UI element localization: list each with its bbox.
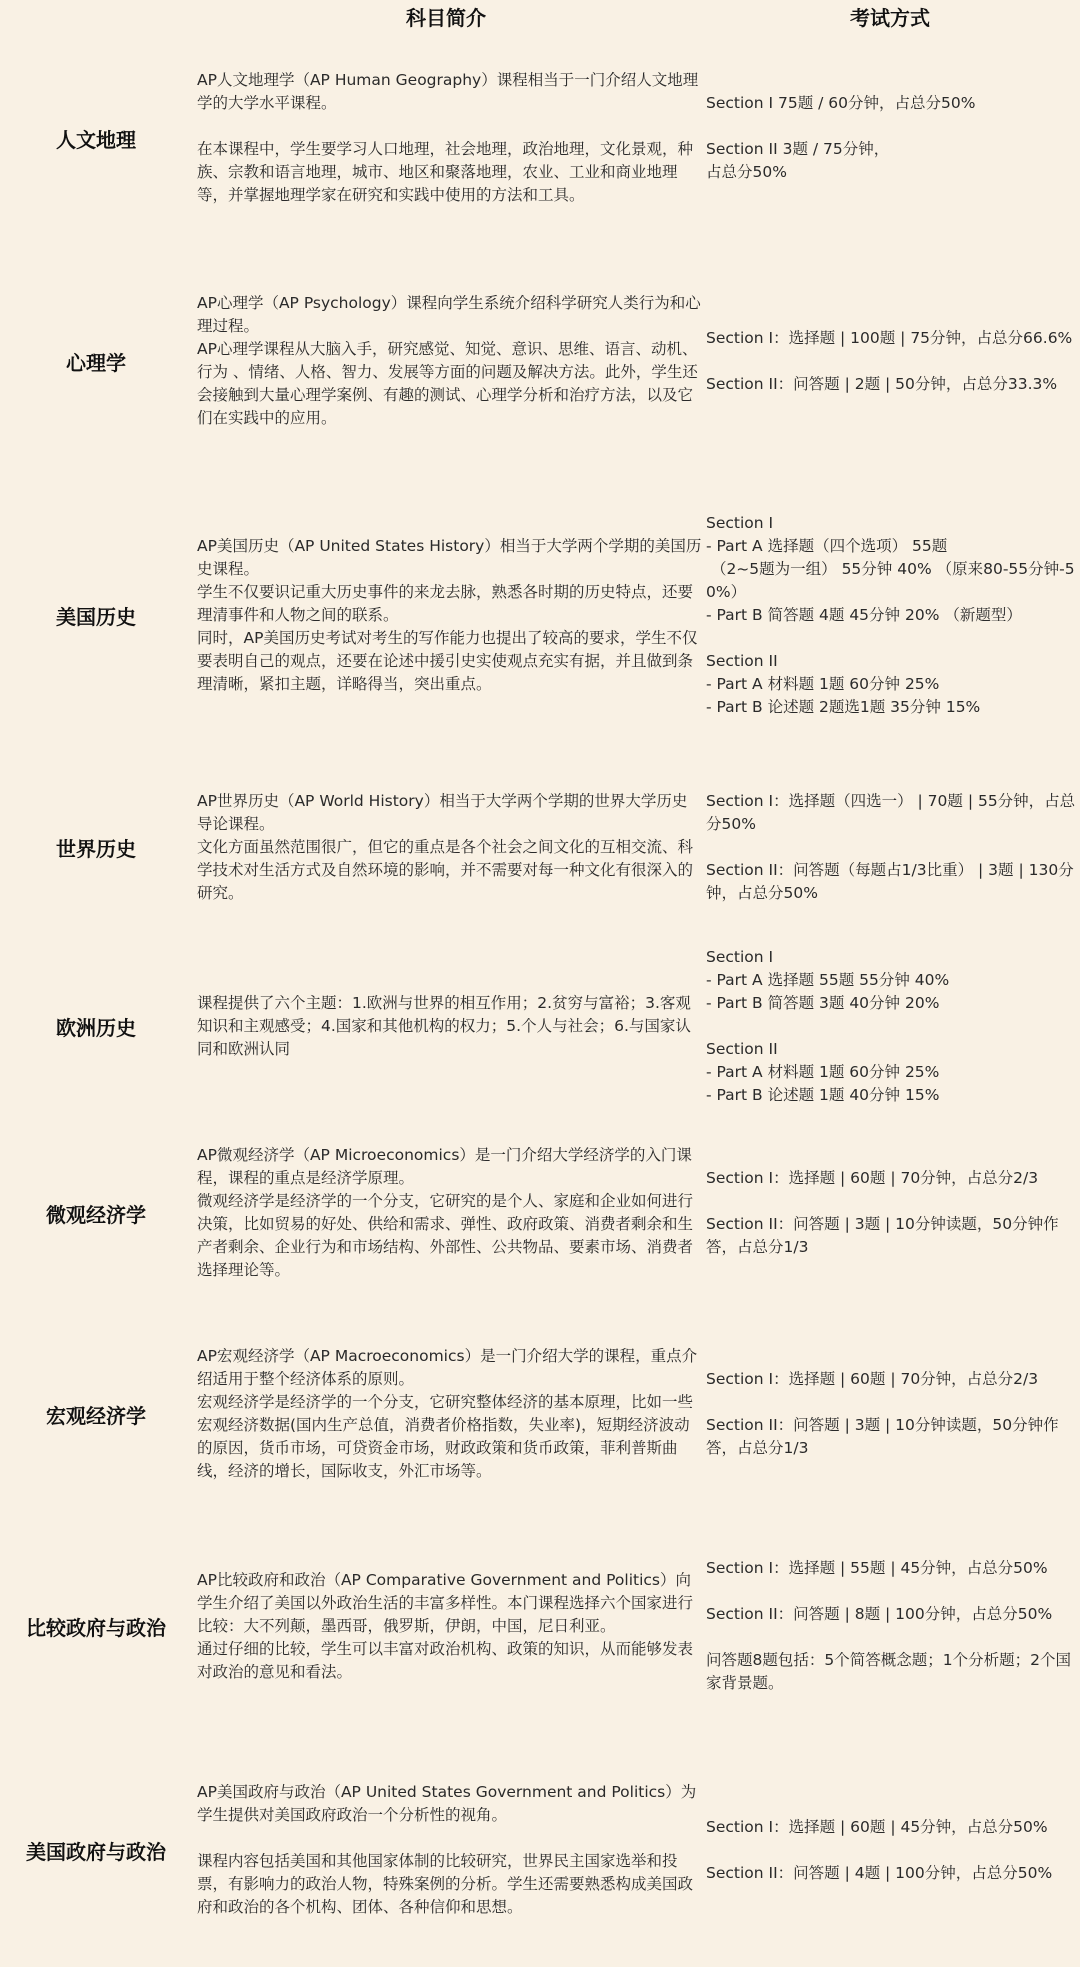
paragraph: 文化方面虽然范围很广，但它的重点是各个社会之间文化的互相交流、科学技术对生活方式及自然环境的影响，并不需要对每一种文化有很深入的研究。 bbox=[197, 837, 694, 902]
paragraph: AP比较政府和政治（AP Comparative Government and Politics）向学生介绍了美国以外政治生活的丰富多样性。本门课程选择六个国家进行比较：大不列颠，墨西哥，俄罗斯，伊朗，中国，尼日利亚。 bbox=[197, 1570, 694, 1635]
subject-name: 比较政府与政治 bbox=[26, 1615, 166, 1640]
subject-name: 宏观经济学 bbox=[46, 1403, 146, 1428]
course-intro bbox=[197, 1520, 702, 1732]
paragraph: Section II bbox=[706, 651, 778, 670]
paragraph: Section II：问答题 | 8题 | 100分钟，占总分50% bbox=[706, 1605, 1053, 1623]
paragraph: AP微观经济学（AP Microeconomics）是一门介绍大学经济学的入门课程，课程的重点是经济学原理。 bbox=[197, 1146, 692, 1187]
paragraph: Section I：选择题（四选一） | 70题 | 55分钟，占总分50% bbox=[706, 791, 1076, 833]
paragraph: 问答题8题包括：5个简答概念题；1个分析题；2个国家背景题。 bbox=[706, 1651, 1071, 1692]
paragraph: Section I bbox=[706, 947, 774, 966]
paragraph-gap bbox=[706, 627, 1076, 650]
table-row bbox=[0, 940, 1080, 1112]
paragraph-gap bbox=[706, 836, 1076, 859]
paragraph: Section I bbox=[706, 513, 774, 532]
course-intro bbox=[197, 940, 702, 1112]
paragraph: Section II：问答题 | 3题 | 10分钟读题，50分钟作答，占总分1/3 bbox=[706, 1215, 1059, 1256]
paragraph: - Part B 论述题 1题 40分钟 15% bbox=[706, 1085, 940, 1104]
table-row bbox=[0, 1740, 1080, 1960]
course-intro bbox=[197, 1118, 702, 1308]
paragraph: - Part A 选择题（四个选项） 55题 （2~5题为一组） 55分钟 40% （原来80-55分钟-50%） bbox=[706, 536, 1075, 601]
table-row bbox=[0, 250, 1080, 472]
paragraph: 课程提供了六个主题：1.欧洲与世界的相互作用；2.贫穷与富裕；3.客观知识和主观感受；4.国家和其他机构的权力；5.个人与社会；6.与国家认同和欧洲认同 bbox=[197, 993, 691, 1058]
paragraph-gap bbox=[706, 115, 1076, 138]
paragraph: AP美国政府与政治（AP United States Government and Politics）为学生提供对美国政府政治一个分析性的视角。 bbox=[197, 1783, 697, 1824]
course-intro bbox=[197, 1740, 702, 1960]
subject-name: 微观经济学 bbox=[46, 1202, 146, 1227]
paragraph: 通过仔细的比较，学生可以丰富对政治机构、政策的知识，从而能够发表对政治的意见和看法。 bbox=[197, 1639, 694, 1681]
exam-format bbox=[706, 940, 1076, 1112]
subject-name: 美国历史 bbox=[56, 604, 136, 629]
exam-format bbox=[706, 1520, 1076, 1732]
course-intro bbox=[197, 1315, 702, 1513]
paragraph: - Part B 简答题 4题 45分钟 20% （新题型） bbox=[706, 605, 1022, 624]
paragraph-gap bbox=[197, 115, 702, 138]
paragraph: 课程内容包括美国和其他国家体制的比较研究，世界民主国家选举和投票，有影响力的政治人物，特殊案例的分析。学生还需要熟悉构成美国政府和政治的各个机构、团体、各种信仰和思想。 bbox=[197, 1852, 694, 1916]
paragraph: Section II：问答题（每题占1/3比重） | 3题 | 130分钟，占总分50% bbox=[706, 860, 1074, 902]
paragraph: Section I：选择题 | 60题 | 45分钟，占总分50% bbox=[706, 1817, 1048, 1836]
paragraph-gap bbox=[706, 1839, 1076, 1862]
paragraph: AP宏观经济学（AP Macroeconomics）是一门介绍大学的课程，重点介绍适用于整个经济体系的原则。 bbox=[197, 1347, 698, 1388]
paragraph: - Part A 选择题 55题 55分钟 40% bbox=[706, 970, 950, 989]
table-row bbox=[0, 1315, 1080, 1513]
paragraph: AP人文地理学（AP Human Geography）课程相当于一门介绍人文地理学的大学水平课程。 bbox=[197, 71, 699, 112]
paragraph-gap bbox=[197, 1827, 702, 1850]
paragraph: AP心理学课程从大脑入手，研究感觉、知觉、意识、思维、语言、动机、行为 、情绪、人格、智力、发展等方面的问题及解决方法。此外，学生还会接触到大量心理学案例、有趣的测试、心理学分析和治疗方法，以及它们在实践中的应用。 bbox=[197, 340, 698, 427]
table-row bbox=[0, 480, 1080, 750]
paragraph-gap bbox=[706, 1190, 1076, 1213]
paragraph: Section II 3题 / 75分钟， 占总分50% bbox=[706, 140, 890, 181]
paragraph-gap bbox=[706, 1015, 1076, 1038]
paragraph: AP心理学（AP Psychology）课程向学生系统介绍科学研究人类行为和心理过程。 bbox=[197, 294, 701, 335]
table-row bbox=[0, 758, 1080, 936]
paragraph: Section II：问答题 | 4题 | 100分钟，占总分50% bbox=[706, 1863, 1053, 1882]
paragraph: 微观经济学是经济学的一个分支，它研究的是个人、家庭和企业如何进行决策，比如贸易的好处、供给和需求、弹性、政府政策、消费者剩余和生产者剩余、企业行为和市场结构、外部性、公共物品、要素市场、消费者选择理论等。 bbox=[197, 1192, 694, 1279]
paragraph: - Part B 论述题 2题选1题 35分钟 15% bbox=[706, 697, 981, 716]
course-intro bbox=[197, 480, 702, 750]
paragraph-gap bbox=[706, 1580, 1076, 1603]
paragraph-gap bbox=[706, 1391, 1076, 1414]
paragraph: Section I：选择题 | 60题 | 70分钟，占总分2/3 bbox=[706, 1370, 1039, 1388]
paragraph: - Part A 材料题 1题 60分钟 25% bbox=[706, 674, 940, 693]
paragraph-gap bbox=[706, 350, 1076, 373]
subject-name: 世界历史 bbox=[56, 836, 136, 861]
paragraph: Section I：选择题 | 100题 | 75分钟，占总分66.6% bbox=[706, 328, 1073, 347]
exam-format bbox=[706, 1315, 1076, 1513]
subject-name: 心理学 bbox=[66, 350, 126, 375]
subject-name: 美国政府与政治 bbox=[26, 1839, 166, 1864]
paragraph: - Part A 材料题 1题 60分钟 25% bbox=[706, 1062, 940, 1081]
paragraph: AP世界历史（AP World History）相当于大学两个学期的世界大学历史导论课程。 bbox=[197, 791, 688, 833]
paragraph: 在本课程中，学生要学习人口地理，社会地理，政治地理，文化景观，种族、宗教和语言地理，城市、地区和聚落地理，农业、工业和商业地理等，并掌握地理学家在研究和实践中使用的方法和工具。 bbox=[197, 140, 694, 204]
exam-format bbox=[706, 250, 1076, 472]
header-exam-format: 考试方式 bbox=[850, 6, 930, 30]
paragraph: Section II：问答题 | 3题 | 10分钟读题，50分钟作答，占总分1/3 bbox=[706, 1416, 1059, 1457]
course-intro bbox=[197, 250, 702, 472]
table-header bbox=[0, 0, 1080, 32]
header-course-intro: 科目简介 bbox=[406, 6, 486, 30]
paragraph: Section II：问答题 | 2题 | 50分钟，占总分33.3% bbox=[706, 374, 1058, 393]
paragraph-gap bbox=[706, 1626, 1076, 1649]
paragraph: Section I：选择题 | 55题 | 45分钟，占总分50% bbox=[706, 1559, 1048, 1577]
paragraph: 同时，AP美国历史考试对考生的写作能力也提出了较高的要求，学生不仅要表明自己的观点，还要在论述中援引史实使观点充实有据，并且做到条理清晰，紧扣主题，详略得当，突出重点。 bbox=[197, 628, 698, 693]
table-row bbox=[0, 1520, 1080, 1732]
subject-name: 人文地理 bbox=[56, 127, 136, 152]
exam-format bbox=[706, 1118, 1076, 1308]
paragraph: - Part B 简答题 3题 40分钟 20% bbox=[706, 993, 940, 1012]
exam-format bbox=[706, 1740, 1076, 1960]
table-row bbox=[0, 1118, 1080, 1308]
course-intro bbox=[197, 758, 702, 936]
paragraph: 学生不仅要识记重大历史事件的来龙去脉，熟悉各时期的历史特点，还要理清事件和人物之间的联系。 bbox=[197, 582, 694, 624]
paragraph: Section II bbox=[706, 1039, 778, 1058]
exam-format bbox=[706, 758, 1076, 936]
course-intro bbox=[197, 38, 702, 238]
exam-format bbox=[706, 480, 1076, 750]
subject-name: 欧洲历史 bbox=[56, 1015, 136, 1040]
exam-format bbox=[706, 38, 1076, 238]
table-row bbox=[0, 38, 1080, 238]
paragraph: 宏观经济学是经济学的一个分支，它研究整体经济的基本原理，比如一些宏观经济数据(国内生产总值，消费者价格指数，失业率)，短期经济波动的原因，货币市场，可贷资金市场，财政政策和货币政策，菲利普斯曲线，经济的增长，国际收支，外汇市场等。 bbox=[197, 1393, 694, 1480]
paragraph: Section I：选择题 | 60题 | 70分钟，占总分2/3 bbox=[706, 1169, 1039, 1187]
paragraph: AP美国历史（AP United States History）相当于大学两个学期的美国历史课程。 bbox=[197, 536, 702, 578]
paragraph: Section I 75题 / 60分钟，占总分50% bbox=[706, 94, 976, 112]
